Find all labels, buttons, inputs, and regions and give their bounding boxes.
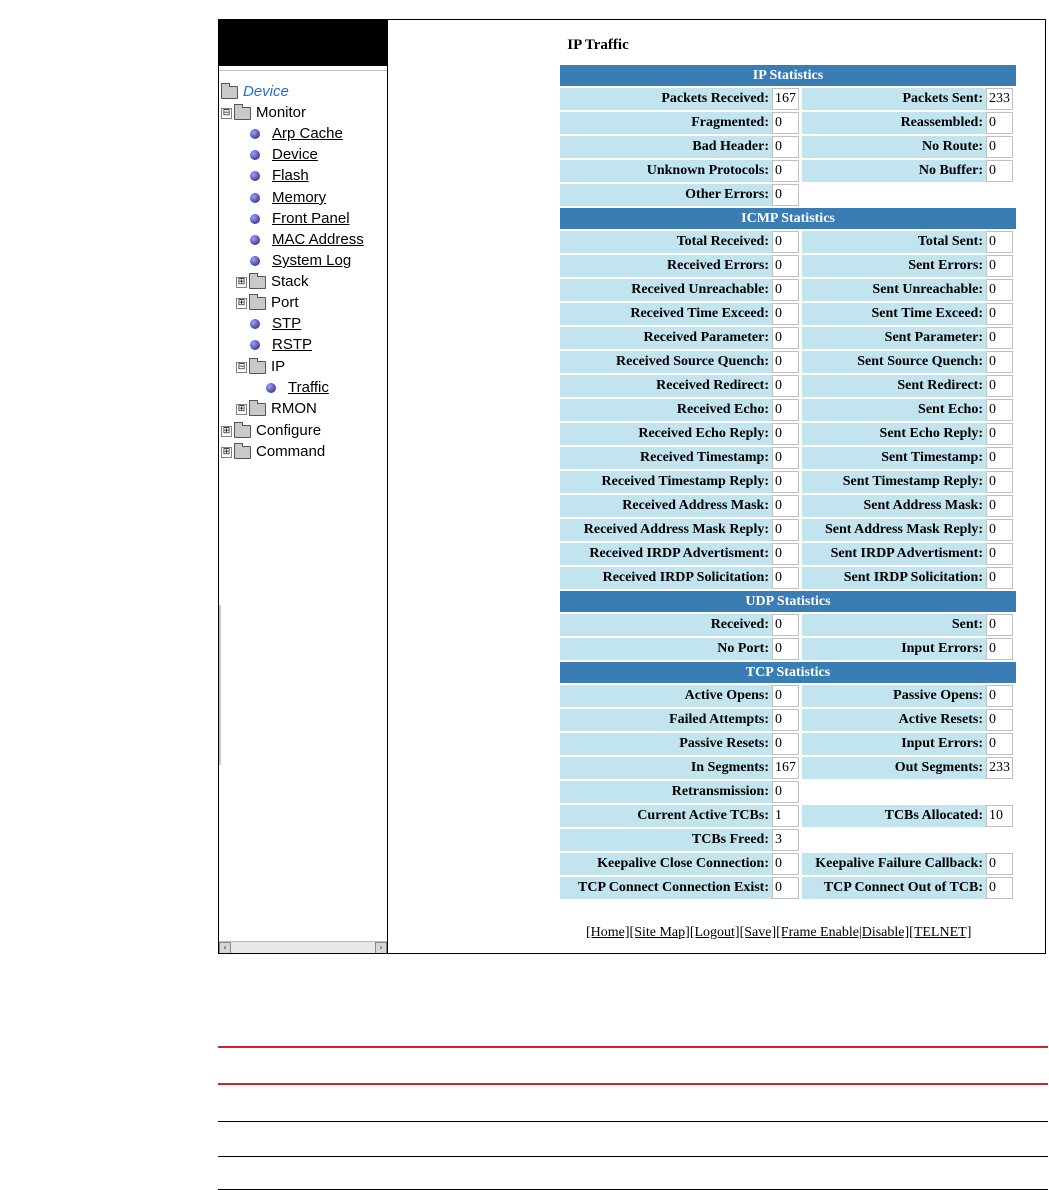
stat-label: Total Sent:	[802, 231, 986, 253]
scroll-right-button[interactable]: ›	[375, 942, 387, 953]
stat-label: Sent Unreachable:	[802, 279, 986, 301]
stat-value: 0	[772, 303, 799, 325]
stat-value: 0	[986, 255, 1013, 277]
frame-edge-line	[219, 605, 221, 765]
stat-label: Sent Timestamp:	[802, 447, 986, 469]
section-header: IP Statistics	[560, 65, 1016, 86]
tree-item-rstp[interactable]	[250, 335, 312, 355]
tree-item-arp-cache[interactable]	[250, 124, 343, 144]
stat-label: Received:	[560, 614, 772, 636]
footer-link-logout[interactable]: [Logout]	[689, 925, 740, 940]
folder-icon	[249, 361, 266, 374]
tree-item-label[interactable]: RMON	[271, 400, 317, 417]
rule-red-bottom	[218, 1083, 1048, 1085]
stat-value: 0	[986, 519, 1013, 541]
expand-toggle-icon[interactable]: ⊞	[237, 276, 246, 287]
stat-label: Other Errors:	[560, 184, 772, 206]
stat-label: Sent Parameter:	[802, 327, 986, 349]
stat-label: Sent Redirect:	[802, 375, 986, 397]
page-bullet-icon	[250, 340, 260, 350]
browser-frame	[218, 19, 1046, 954]
stat-value: 0	[772, 853, 799, 875]
tree-item-command[interactable]	[221, 442, 325, 462]
stat-row	[560, 184, 1016, 206]
stat-label: No Port:	[560, 638, 772, 660]
stat-row	[560, 399, 1016, 421]
stat-label: In Segments:	[560, 757, 772, 779]
stat-value: 0	[772, 471, 799, 493]
stat-label: TCP Connect Connection Exist:	[560, 877, 772, 899]
stat-label: Sent IRDP Advertisment:	[802, 543, 986, 565]
stat-value: 0	[772, 136, 799, 158]
stat-value: 0	[772, 184, 799, 206]
tree-link-label[interactable]: Arp Cache	[272, 125, 343, 142]
stat-label: Sent Address Mask Reply:	[802, 519, 986, 541]
stat-value: 0	[986, 351, 1013, 373]
tree-link-label[interactable]: Front Panel	[272, 210, 350, 227]
stat-label: Received Unreachable:	[560, 279, 772, 301]
tree-item-configure[interactable]	[221, 421, 321, 441]
stat-label: Sent IRDP Solicitation:	[802, 567, 986, 589]
stat-row	[560, 279, 1016, 301]
expand-toggle-icon[interactable]: ⊞	[237, 297, 246, 308]
stat-row	[560, 638, 1016, 660]
tree-item-label[interactable]: Stack	[271, 273, 309, 290]
navigation-panel	[219, 20, 388, 953]
stat-row	[560, 877, 1016, 899]
stat-row	[560, 829, 1016, 851]
footer-links	[586, 925, 971, 941]
stat-label: Received Time Exceed:	[560, 303, 772, 325]
stat-label: Keepalive Failure Callback:	[802, 853, 986, 875]
tree-item-stack[interactable]	[236, 272, 309, 292]
page-bullet-icon	[250, 235, 260, 245]
stat-value: 0	[986, 877, 1013, 899]
stat-row	[560, 567, 1016, 589]
stat-value: 167	[772, 88, 799, 110]
tree-item-rmon[interactable]	[236, 399, 317, 419]
stat-label: Sent Address Mask:	[802, 495, 986, 517]
stat-label: Active Opens:	[560, 685, 772, 707]
stat-label: Packets Received:	[560, 88, 772, 110]
stat-value: 0	[772, 399, 799, 421]
stat-value: 0	[772, 733, 799, 755]
stat-value: 0	[986, 853, 1013, 875]
stat-label: No Route:	[802, 136, 986, 158]
tree-item-mac-address[interactable]	[250, 230, 364, 250]
nav-divider	[219, 70, 387, 71]
stat-row	[560, 757, 1016, 779]
tree-item-memory[interactable]	[250, 188, 326, 208]
collapse-toggle-icon[interactable]: ⊟	[222, 107, 231, 118]
stat-row	[560, 685, 1016, 707]
page-bullet-icon	[250, 319, 260, 329]
stat-value: 0	[772, 638, 799, 660]
stat-value: 0	[986, 614, 1013, 636]
stat-row	[560, 423, 1016, 445]
folder-icon	[234, 446, 251, 459]
stat-label: Sent Time Exceed:	[802, 303, 986, 325]
stat-label: Sent Source Quench:	[802, 351, 986, 373]
stat-row	[560, 351, 1016, 373]
stat-row	[560, 709, 1016, 731]
stat-row	[560, 327, 1016, 349]
page-bullet-icon	[250, 171, 260, 181]
stat-row	[560, 614, 1016, 636]
stat-value: 0	[772, 423, 799, 445]
stat-value: 10	[986, 805, 1013, 827]
tree-item-ip[interactable]	[236, 357, 285, 377]
section-header: TCP Statistics	[560, 662, 1016, 683]
stat-label: TCBs Freed:	[560, 829, 772, 851]
tree-item-flash[interactable]	[250, 166, 309, 186]
tree-link-label[interactable]: Memory	[272, 189, 327, 206]
rule-red-top	[218, 1046, 1048, 1048]
stat-value: 0	[772, 519, 799, 541]
footer-link-save[interactable]: [Save]	[739, 925, 777, 940]
stat-row	[560, 805, 1016, 827]
footer-link-site-map[interactable]: [Site Map]	[629, 925, 690, 940]
stat-value: 0	[986, 160, 1013, 182]
stat-value: 0	[986, 638, 1013, 660]
expand-toggle-icon[interactable]: ⊞	[222, 446, 231, 457]
tree-link-label[interactable]: Flash	[272, 167, 309, 184]
stat-value: 0	[772, 112, 799, 134]
stat-value: 0	[772, 877, 799, 899]
stat-label: Received Address Mask:	[560, 495, 772, 517]
stat-value: 0	[772, 231, 799, 253]
tree-link-label[interactable]: MAC Address	[272, 231, 364, 248]
stat-value: 0	[986, 709, 1013, 731]
stat-value: 233	[986, 757, 1013, 779]
stat-value: 0	[772, 567, 799, 589]
stat-label: Unknown Protocols:	[560, 160, 772, 182]
tree-link-label[interactable]: RSTP	[272, 336, 313, 353]
stat-label: Failed Attempts:	[560, 709, 772, 731]
stat-label: Retransmission:	[560, 781, 772, 803]
stat-label: Passive Opens:	[802, 685, 986, 707]
stat-label: Received Parameter:	[560, 327, 772, 349]
stat-value: 0	[986, 375, 1013, 397]
tree-item-label[interactable]: Configure	[256, 422, 322, 439]
stat-label: Input Errors:	[802, 733, 986, 755]
stat-label: Input Errors:	[802, 638, 986, 660]
stat-value: 0	[772, 327, 799, 349]
stat-label: Received Echo:	[560, 399, 772, 421]
stat-label: Reassembled:	[802, 112, 986, 134]
main-content	[388, 20, 1045, 953]
expand-toggle-icon[interactable]: ⊞	[222, 425, 231, 436]
stat-value: 0	[986, 112, 1013, 134]
tree-item-port[interactable]	[236, 293, 299, 313]
stat-value: 0	[986, 327, 1013, 349]
ip-traffic-table	[560, 63, 1016, 901]
stat-row	[560, 255, 1016, 277]
stat-row	[560, 136, 1016, 158]
tree-item-label[interactable]: Port	[271, 294, 299, 311]
stat-value: 0	[986, 471, 1013, 493]
tree-root-device[interactable]	[221, 82, 289, 102]
stat-label: Bad Header:	[560, 136, 772, 158]
page-bullet-icon	[250, 129, 260, 139]
stat-label: No Buffer:	[802, 160, 986, 182]
page-bullet-icon	[266, 383, 276, 393]
stat-value: 0	[986, 423, 1013, 445]
stat-row	[560, 519, 1016, 541]
stat-row	[560, 733, 1016, 755]
stat-row	[560, 543, 1016, 565]
stat-label: Received IRDP Advertisment:	[560, 543, 772, 565]
stat-label: TCP Connect Out of TCB:	[802, 877, 986, 899]
stat-value: 3	[772, 829, 799, 851]
stat-label: Received Timestamp:	[560, 447, 772, 469]
footer-link-telnet[interactable]: [TELNET]	[909, 925, 972, 940]
stat-value: 0	[772, 543, 799, 565]
stat-value: 167	[772, 757, 799, 779]
stat-label: Current Active TCBs:	[560, 805, 772, 827]
stat-row	[560, 853, 1016, 875]
stat-label: Received Timestamp Reply:	[560, 471, 772, 493]
stat-label: Received Echo Reply:	[560, 423, 772, 445]
tree-item-front-panel[interactable]	[250, 209, 350, 229]
page-bullet-icon	[250, 193, 260, 203]
stat-value: 0	[986, 733, 1013, 755]
horizontal-scrollbar[interactable]	[219, 941, 387, 953]
stat-label: Received Errors:	[560, 255, 772, 277]
stat-value: 0	[772, 685, 799, 707]
section-header: UDP Statistics	[560, 591, 1016, 612]
stat-value: 0	[986, 279, 1013, 301]
stat-value: 233	[986, 88, 1013, 110]
stat-row	[560, 112, 1016, 134]
stat-label: Received IRDP Solicitation:	[560, 567, 772, 589]
stat-value: 0	[986, 231, 1013, 253]
folder-icon	[249, 403, 266, 416]
stat-label: Out Segments:	[802, 757, 986, 779]
tree-link-label[interactable]: STP	[272, 315, 302, 332]
stat-label: Packets Sent:	[802, 88, 986, 110]
page-bullet-icon	[250, 214, 260, 224]
stat-value: 0	[772, 351, 799, 373]
tree-link-label[interactable]: Device	[272, 146, 318, 163]
tree-item-system-log[interactable]	[250, 251, 351, 271]
stat-value: 0	[986, 136, 1013, 158]
stat-value: 0	[986, 303, 1013, 325]
stat-value: 0	[986, 567, 1013, 589]
stat-row	[560, 160, 1016, 182]
stat-value: 0	[986, 495, 1013, 517]
stat-row	[560, 303, 1016, 325]
folder-open-icon	[221, 86, 238, 99]
stat-value: 0	[986, 399, 1013, 421]
footer-link-home[interactable]: [Home]	[586, 925, 630, 940]
folder-icon	[249, 297, 266, 310]
stat-value: 0	[772, 709, 799, 731]
tree-item-label[interactable]: Command	[256, 443, 326, 460]
stat-row	[560, 471, 1016, 493]
stat-value: 0	[772, 375, 799, 397]
folder-icon	[249, 276, 266, 289]
tree-item-device[interactable]	[250, 145, 318, 165]
stat-row	[560, 375, 1016, 397]
stat-label: Sent Echo:	[802, 399, 986, 421]
stat-value: 1	[772, 805, 799, 827]
stat-label: Sent:	[802, 614, 986, 636]
stat-label: Active Resets:	[802, 709, 986, 731]
stat-value: 0	[986, 685, 1013, 707]
tree-item-label[interactable]: Monitor	[256, 104, 307, 121]
stat-row	[560, 88, 1016, 110]
scroll-left-button[interactable]: ‹	[219, 942, 231, 953]
stat-row	[560, 447, 1016, 469]
expand-toggle-icon[interactable]: ⊞	[237, 403, 246, 414]
tree-item-label[interactable]: IP	[271, 358, 286, 375]
stat-label: Keepalive Close Connection:	[560, 853, 772, 875]
tree-link-label[interactable]: Traffic	[288, 379, 329, 396]
page-title-text: IP Traffic	[567, 37, 629, 53]
collapse-toggle-icon[interactable]: ⊟	[237, 361, 246, 372]
stat-label: Passive Resets:	[560, 733, 772, 755]
stat-value: 0	[772, 447, 799, 469]
stat-value: 0	[772, 495, 799, 517]
stat-label: Sent Errors:	[802, 255, 986, 277]
section-header: ICMP Statistics	[560, 208, 1016, 229]
stat-row	[560, 231, 1016, 253]
stat-label: Received Source Quench:	[560, 351, 772, 373]
tree-item-stp[interactable]	[250, 314, 301, 334]
footer-link-frame-enable-disable[interactable]: [Frame Enable|Disable]	[776, 925, 910, 940]
stat-label: Sent Timestamp Reply:	[802, 471, 986, 493]
rule-gray-2	[218, 1156, 1048, 1157]
stat-value: 0	[986, 543, 1013, 565]
stat-value: 0	[772, 160, 799, 182]
rule-gray-1	[218, 1121, 1048, 1122]
stat-label: TCBs Allocated:	[802, 805, 986, 827]
page-bullet-icon	[250, 256, 260, 266]
nav-header-logo-area	[219, 20, 387, 66]
stat-row	[560, 495, 1016, 517]
stat-value: 0	[772, 255, 799, 277]
tree-item-monitor[interactable]	[221, 103, 306, 123]
stat-row	[560, 781, 1016, 803]
folder-icon	[234, 425, 251, 438]
stat-label: Sent Echo Reply:	[802, 423, 986, 445]
stat-value: 0	[772, 614, 799, 636]
page-title	[388, 37, 1049, 54]
stat-value: 0	[772, 781, 799, 803]
folder-icon	[234, 107, 251, 120]
stat-label: Fragmented:	[560, 112, 772, 134]
tree-root-label[interactable]: Device	[243, 83, 289, 100]
tree-link-label[interactable]: System Log	[272, 252, 352, 269]
tree-item-traffic[interactable]	[266, 378, 329, 398]
stat-label: Total Received:	[560, 231, 772, 253]
stat-value: 0	[986, 447, 1013, 469]
page-bullet-icon	[250, 150, 260, 160]
stat-label: Received Address Mask Reply:	[560, 519, 772, 541]
stat-label: Received Redirect:	[560, 375, 772, 397]
stat-value: 0	[772, 279, 799, 301]
